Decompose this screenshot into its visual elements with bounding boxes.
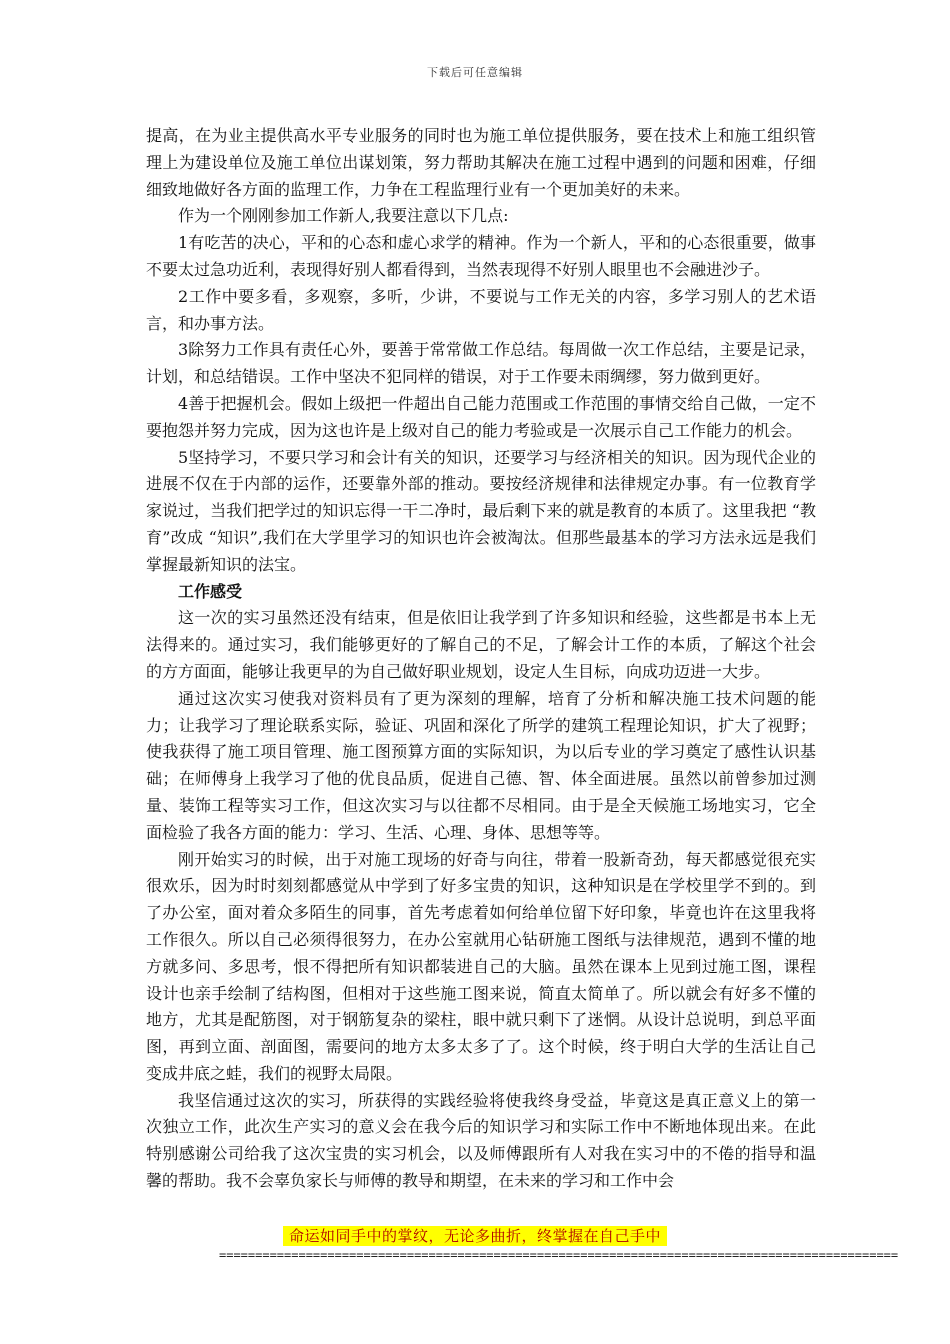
paragraph-9: 通过这次实习使我对资料员有了更为深刻的理解，培育了分析和解决施工技术问题的能力；让我学习了理论联系实际，验证、巩固和深化了所学的建筑工程理论知识，扩大了视野；使我获得了施工项目管理、施工图预算方面的实际知识，为以后专业的学习奠定了感性认识基础；在师傅身上我学习了他的优良品质，促进自己德、智、体全面进展。虽然以前曾参加过测量、装饰工程等实习工作，但这次实习与以往都不尽相同。由于是全天候施工场地实习，它全面检验了我各方面的能力：学习、生活、心理、身体、思想等等。 xyxy=(146,688,816,842)
paragraph-4: 2工作中要多看，多观察，多听，少讲，不要说与工作无关的内容，多学习别人的艺术语言，和办事方法。 xyxy=(146,286,816,333)
paragraph-2: 作为一个刚刚参加工作新人,我要注意以下几点: xyxy=(178,206,509,226)
footer xyxy=(0,1226,950,1246)
footer-motto: 命运如同手中的掌纹，无论多曲折，终掌握在自己手中 xyxy=(283,1226,667,1246)
paragraph-1: 提高，在为业主提供高水平专业服务的同时也为施工单位提供服务，要在技术上和施工组织管理上为建设单位及施工单位出谋划策，努力帮助其解决在施工过程中遇到的问题和困难，仔细细致地做好各方面的监理工作，力争在工程监理行业有一个更加美好的未来。 xyxy=(146,126,816,199)
paragraph-8: 这一次的实习虽然还没有结束，但是依旧让我学到了许多知识和经验，这些都是书本上无法得来的。通过实习，我们能够更好的了解自己的不足，了解会计工作的本质，了解这个社会的方方面面，能够让我更早的为自己做好职业规划，设定人生目标，向成功迈进一大步。 xyxy=(146,608,816,681)
footer-rule: ============================================================================================== xyxy=(219,1248,899,1262)
paragraph-3: 1有吃苦的决心，平和的心态和虚心求学的精神。作为一个新人，平和的心态很重要，做事不要太过急功近利，表现得好别人都看得到，当然表现得不好别人眼里也不会融进沙子。 xyxy=(146,233,816,279)
document-body xyxy=(146,123,816,1195)
paragraph-5: 3除努力工作具有责任心外，要善于常常做工作总结。每周做一次工作总结，主要是记录，计划，和总结错误。工作中坚决不犯同样的错误，对于工作要未雨绸缪，努力做到更好。 xyxy=(146,340,816,387)
paragraph-11: 我坚信通过这次的实习，所获得的实践经验将使我终身受益，毕竟这是真正意义上的第一次独立工作，此次生产实习的意义会在我今后的知识学习和实际工作中不断地体现出来。在此特别感谢公司给我了这次宝贵的实习机会，以及师傅跟所有人对我在实习中的不倦的指导和温馨的帮助。我不会辜负家长与师傅的教导和期望，在未来的学习和工作中会 xyxy=(146,1090,816,1191)
paragraph-10: 刚开始实习的时候，出于对施工现场的好奇与向往，带着一股新奇劲，每天都感觉很充实很欢乐，因为时时刻刻都感觉从中学到了好多宝贵的知识，这种知识是在学校里学不到的。到了办公室，面对着众多陌生的同事，首先考虑着如何给单位留下好印象，毕竟也许在这里我将工作很久。所以自己必须得很努力，在办公室就用心钻研施工图纸与法律规范，遇到不懂的地方就多问、多思考，恨不得把所有知识都装进自己的大脑。虽然在课本上见到过施工图，课程设计也亲手绘制了结构图，但相对于这些施工图来说，简直太简单了。所以就会有好多不懂的地方，尤其是配筋图，对于钢筋复杂的梁柱，眼中就只剩下了迷惘。从设计总说明，到总平面图，再到立面、剖面图，需要问的地方太多太多了了。这个时候，终于明白大学的生活让自己变成井底之蛙，我们的视野太局限。 xyxy=(146,849,816,1083)
section-heading: 工作感受 xyxy=(178,581,243,601)
paragraph-7: 5坚持学习，不要只学习和会计有关的知识，还要学习与经济相关的知识。因为现代企业的进展不仅在于内部的运作，还要靠外部的推动。要按经济规律和法律规定办事。有一位教育学家说过，当我们把学过的知识忘得一干二净时，最后剩下来的就是教育的本质了。这里我把 “教育”改成 “知识”,我们在大学里学习的知识也许会被淘汰。但那些最基本的学习方法永远是我们掌握最新知识的法宝。 xyxy=(146,447,816,574)
page-header-note: 下载后可任意编辑 xyxy=(427,66,523,79)
paragraph-6: 4善于把握机会。假如上级把一件超出自己能力范围或工作范围的事情交给自己做，一定不要抱怨并努力完成，因为这也许是上级对自己的能力考验或是一次展示自己工作能力的机会。 xyxy=(146,393,816,440)
